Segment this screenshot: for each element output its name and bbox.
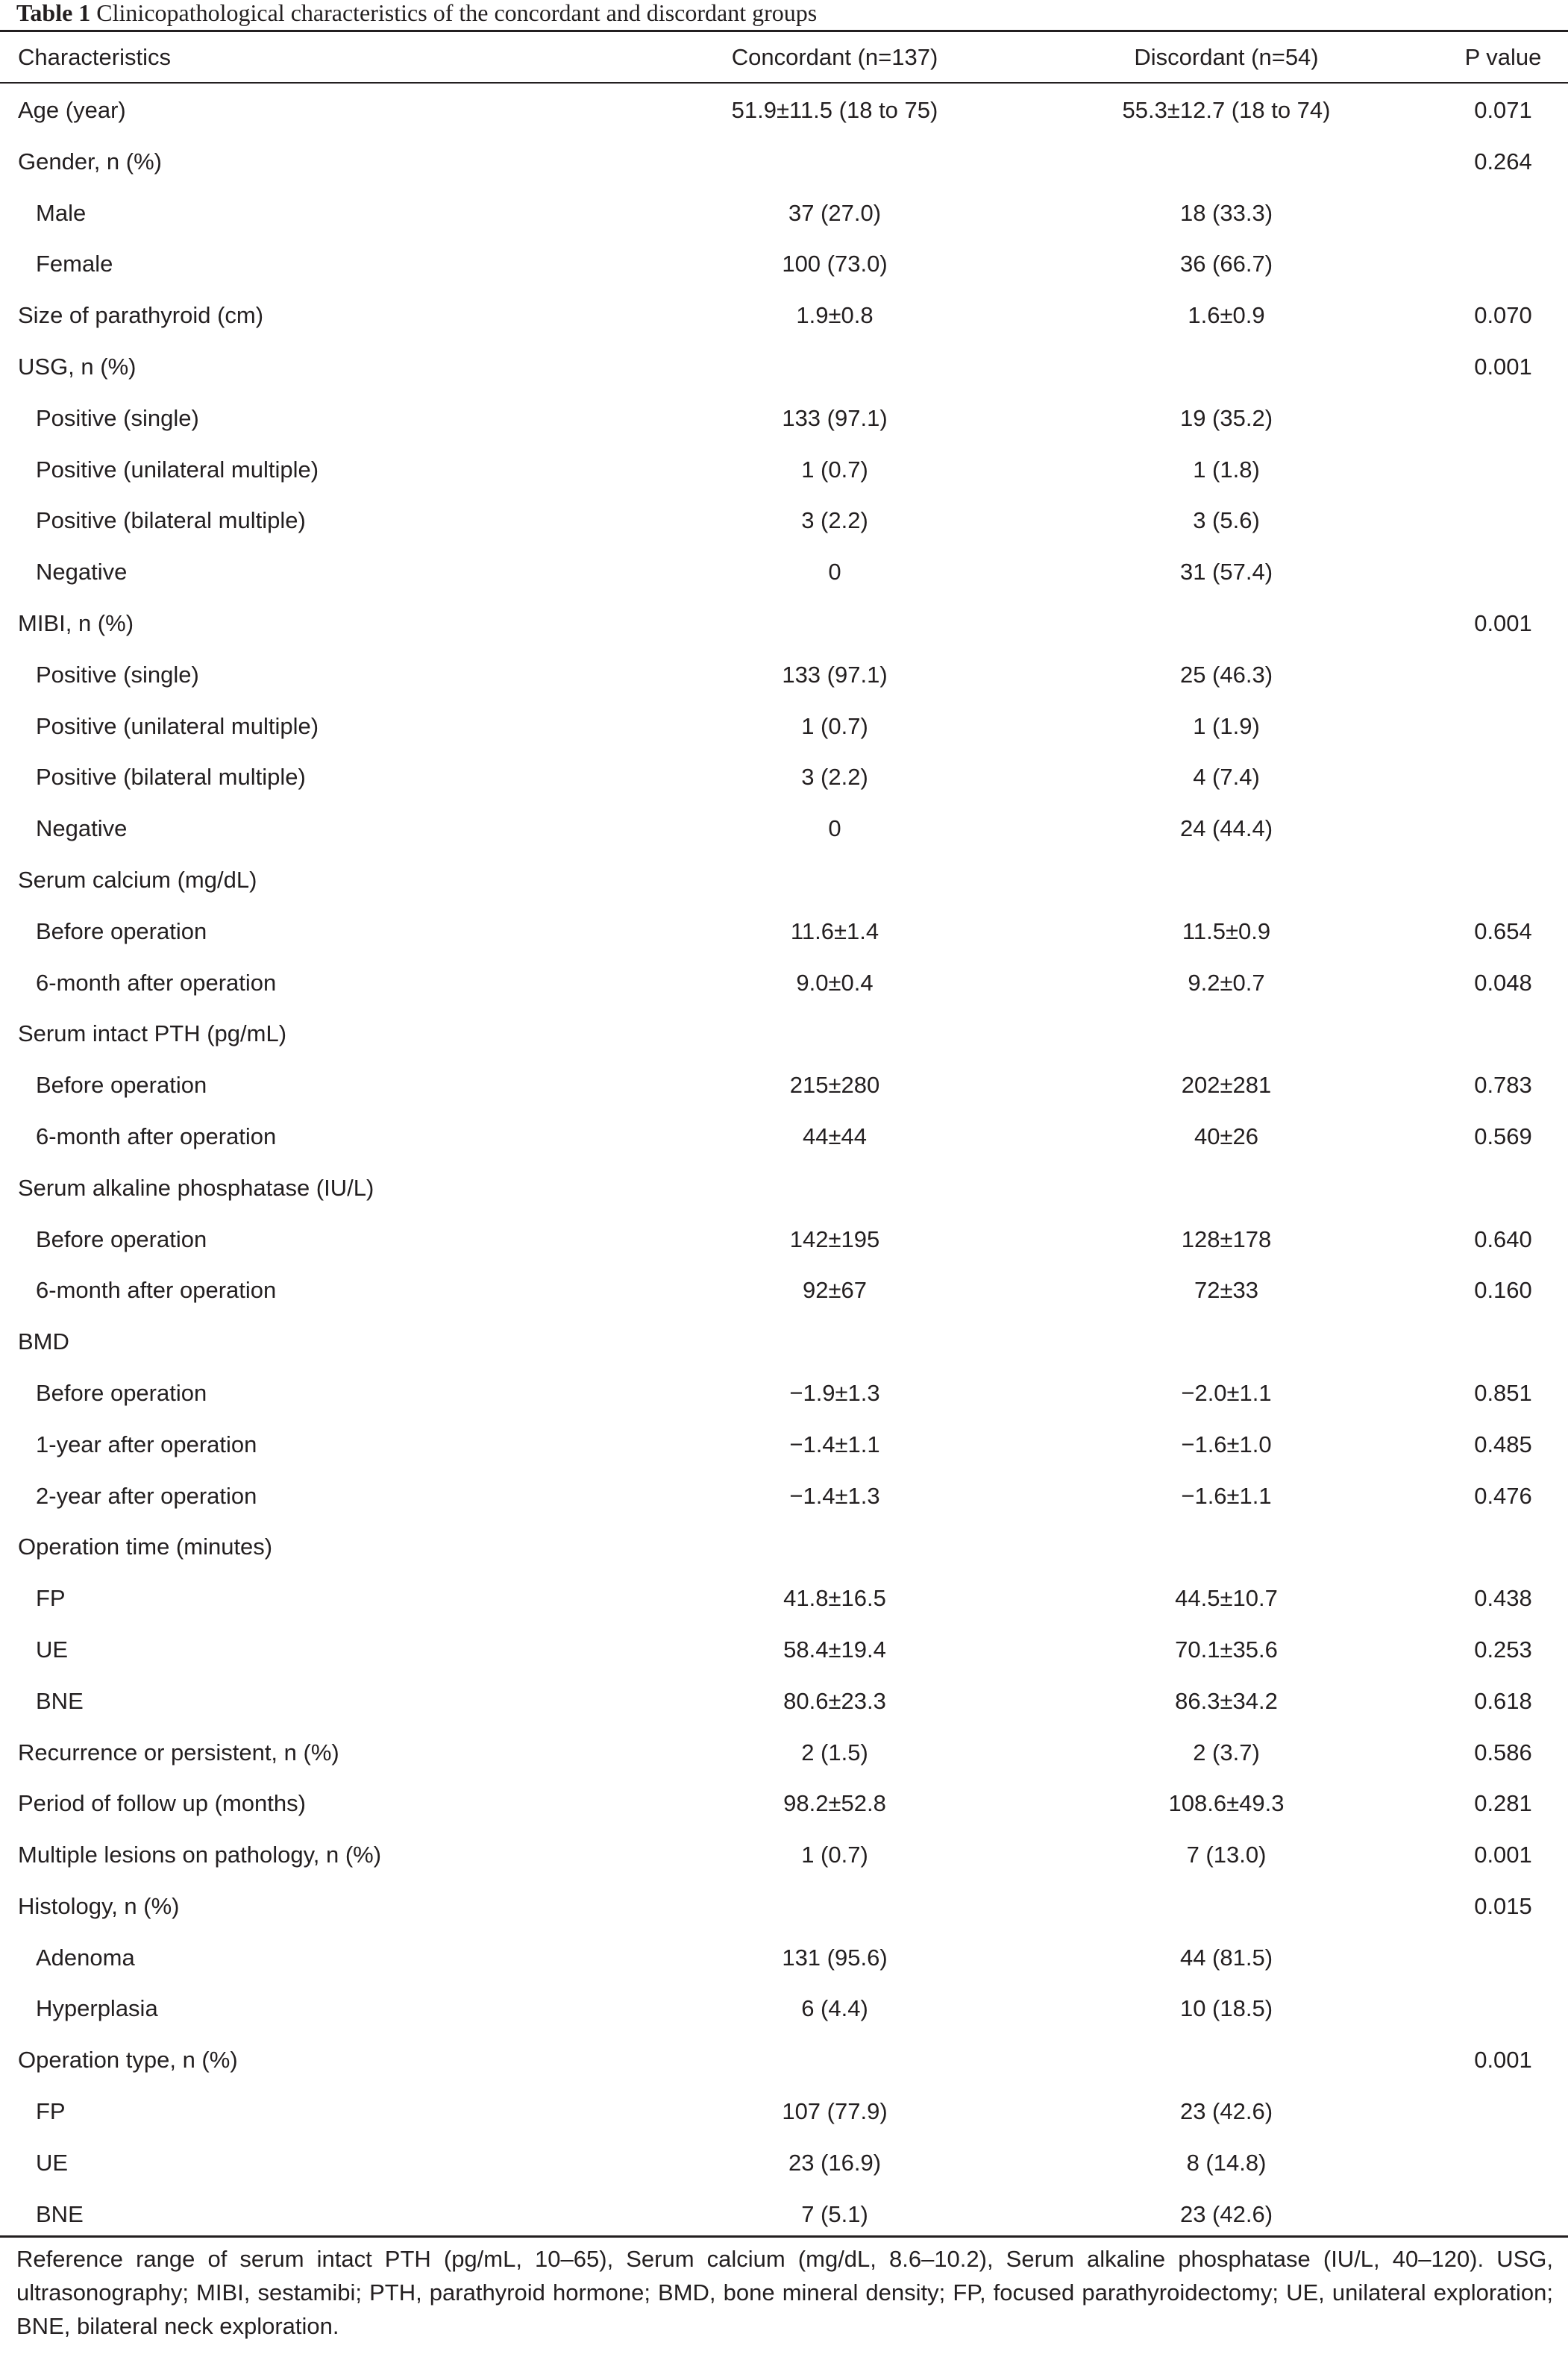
cell-characteristic: Positive (single) [36, 661, 199, 688]
cell-concordant: 3 (2.2) [801, 764, 868, 791]
cell-characteristic: USG, n (%) [18, 353, 137, 380]
table-row [0, 445, 1568, 496]
cell-characteristic: Serum alkaline phosphatase (IU/L) [18, 1174, 374, 1201]
table-row [0, 752, 1568, 803]
cell-characteristic: Before operation [36, 1379, 207, 1406]
table-row [0, 1778, 1568, 1830]
cell-concordant: 7 (5.1) [801, 2200, 868, 2227]
cell-concordant: 3 (2.2) [801, 507, 868, 534]
table-row [0, 1933, 1568, 1984]
cell-concordant: 92±67 [803, 1277, 867, 1304]
cell-concordant: 1 (0.7) [801, 456, 868, 483]
cell-concordant: 2 (1.5) [801, 1739, 868, 1766]
cell-concordant [637, 1522, 1032, 1573]
cell-p-value: 0.070 [1474, 302, 1532, 329]
table-row [0, 1060, 1568, 1111]
cell-concordant: 107 (77.9) [782, 2098, 888, 2125]
cell-discordant: 10 (18.5) [1179, 1995, 1273, 2022]
cell-concordant: 100 (73.0) [782, 251, 888, 277]
table-body [0, 82, 1568, 2240]
cell-characteristic: 6-month after operation [36, 969, 277, 996]
cell-characteristic: MIBI, n (%) [18, 609, 134, 636]
table-row [0, 1163, 1568, 1214]
table-row [0, 1676, 1568, 1727]
table-row [0, 1830, 1568, 1881]
table-row [0, 1573, 1568, 1625]
cell-concordant: 98.2±52.8 [783, 1790, 886, 1817]
table-row [0, 1008, 1568, 1060]
cell-discordant [1032, 1316, 1420, 1368]
cell-concordant: 51.9±11.5 (18 to 75) [731, 97, 938, 123]
characteristics-table [0, 32, 1568, 2240]
cell-p-value [1420, 1983, 1568, 2035]
cell-p-value: 0.618 [1474, 1687, 1532, 1714]
cell-concordant: 41.8±16.5 [783, 1585, 886, 1612]
cell-characteristic: Negative [36, 559, 128, 586]
cell-characteristic: BNE [36, 2200, 84, 2227]
cell-p-value: 0.654 [1474, 917, 1532, 944]
cell-discordant: 18 (33.3) [1179, 199, 1273, 226]
cell-concordant [637, 1881, 1032, 1933]
cell-discordant: 1 (1.9) [1193, 712, 1260, 739]
cell-discordant: 23 (42.6) [1179, 2200, 1273, 2227]
cell-characteristic: Positive (bilateral multiple) [36, 507, 306, 534]
cell-discordant: 24 (44.4) [1179, 815, 1273, 842]
cell-concordant: 131 (95.6) [782, 1944, 888, 1971]
table-row [0, 1625, 1568, 1676]
cell-characteristic: UE [36, 2149, 69, 2176]
cell-concordant: 58.4±19.4 [783, 1636, 886, 1663]
cell-concordant [637, 1008, 1032, 1060]
cell-discordant: 128±178 [1181, 1225, 1272, 1252]
table-row [0, 136, 1568, 188]
cell-characteristic: BNE [36, 1687, 84, 1714]
cell-concordant: 80.6±23.3 [783, 1687, 886, 1714]
cell-discordant: 31 (57.4) [1179, 559, 1273, 586]
cell-concordant [637, 2035, 1032, 2086]
cell-p-value [1420, 1933, 1568, 1984]
table-row [0, 2035, 1568, 2086]
cell-characteristic: Recurrence or persistent, n (%) [18, 1739, 339, 1766]
table-row [0, 650, 1568, 701]
table-caption [16, 0, 817, 28]
cell-p-value [1420, 2138, 1568, 2189]
table-row [0, 1316, 1568, 1368]
cell-discordant: 40±26 [1194, 1123, 1258, 1149]
cell-concordant: 9.0±0.4 [796, 969, 874, 996]
cell-p-value: 0.640 [1474, 1225, 1532, 1252]
cell-p-value [1420, 445, 1568, 496]
cell-p-value: 0.264 [1474, 148, 1532, 175]
cell-discordant: 108.6±49.3 [1168, 1790, 1285, 1817]
table-row [0, 342, 1568, 393]
cell-characteristic: 1-year after operation [36, 1431, 257, 1457]
cell-concordant: 1 (0.7) [801, 712, 868, 739]
cell-p-value: 0.071 [1474, 97, 1532, 123]
cell-concordant: 44±44 [803, 1123, 867, 1149]
cell-p-value: 0.048 [1474, 969, 1532, 996]
cell-characteristic: 6-month after operation [36, 1277, 277, 1304]
cell-p-value [1420, 1163, 1568, 1214]
cell-p-value [1420, 855, 1568, 906]
cell-characteristic: UE [36, 1636, 69, 1663]
cell-p-value: 0.001 [1474, 609, 1532, 636]
table-header [0, 32, 1568, 82]
table-row [0, 1368, 1568, 1419]
table-row [0, 393, 1568, 445]
table-row [0, 598, 1568, 650]
table-row [0, 547, 1568, 598]
table-header-row [0, 32, 1568, 82]
table-caption-title: Clinicopathological characteristics of the concordant and discordant groups [96, 0, 818, 26]
cell-p-value: 0.001 [1474, 2047, 1532, 2074]
cell-characteristic: Age (year) [18, 97, 126, 123]
cell-p-value [1420, 393, 1568, 445]
cell-characteristic: Positive (unilateral multiple) [36, 456, 319, 483]
cell-p-value: 0.569 [1474, 1123, 1532, 1149]
cell-characteristic: Multiple lesions on pathology, n (%) [18, 1842, 382, 1868]
cell-discordant: 55.3±12.7 (18 to 74) [1122, 97, 1331, 123]
cell-discordant: 25 (46.3) [1179, 661, 1273, 688]
table-row [0, 701, 1568, 753]
cell-p-value: 0.586 [1474, 1739, 1532, 1766]
cell-concordant: 142±195 [789, 1225, 880, 1252]
cell-concordant: 133 (97.1) [782, 404, 888, 431]
cell-discordant: 19 (35.2) [1179, 404, 1273, 431]
cell-discordant: 8 (14.8) [1186, 2149, 1267, 2176]
header-concordant: Concordant (n=137) [731, 44, 938, 70]
cell-characteristic: 6-month after operation [36, 1123, 277, 1149]
table-row [0, 1419, 1568, 1471]
cell-p-value [1420, 650, 1568, 701]
table-row [0, 958, 1568, 1009]
cell-discordant [1032, 855, 1420, 906]
table-row [0, 495, 1568, 547]
cell-characteristic: Size of parathyroid (cm) [18, 302, 264, 329]
cell-discordant: 23 (42.6) [1179, 2098, 1273, 2125]
cell-p-value [1420, 701, 1568, 753]
cell-discordant: 2 (3.7) [1193, 1739, 1260, 1766]
cell-concordant: −1.4±1.1 [789, 1431, 880, 1457]
cell-concordant: 6 (4.4) [801, 1995, 868, 2022]
cell-discordant: 202±281 [1181, 1072, 1272, 1099]
cell-p-value: 0.851 [1474, 1379, 1532, 1406]
cell-discordant: 86.3±34.2 [1175, 1687, 1278, 1714]
cell-discordant [1032, 136, 1420, 188]
cell-discordant: −1.6±1.1 [1181, 1482, 1272, 1509]
cell-characteristic: BMD [18, 1328, 69, 1355]
cell-discordant: 1.6±0.9 [1188, 302, 1265, 329]
cell-characteristic: FP [36, 2098, 66, 2125]
cell-characteristic: Positive (unilateral multiple) [36, 712, 319, 739]
table-row [0, 239, 1568, 290]
cell-p-value [1420, 803, 1568, 855]
table-caption-label: Table 1 [16, 0, 91, 26]
table-row [0, 2138, 1568, 2189]
cell-p-value [1420, 1316, 1568, 1368]
cell-discordant: 70.1±35.6 [1175, 1636, 1278, 1663]
cell-p-value: 0.783 [1474, 1072, 1532, 1099]
cell-discordant: 7 (13.0) [1186, 1842, 1267, 1868]
cell-discordant: 44.5±10.7 [1175, 1585, 1278, 1612]
cell-discordant: 36 (66.7) [1179, 251, 1273, 277]
table-footnote: Reference range of serum intact PTH (pg/mL, 10–65), Serum calcium (mg/dL, 8.6–10.2), Serum alkaline phosphatase (IU/L, 40–120). USG, ultrasonography; MIBI, sestamibi; PTH, parathyroid hormone; BMD, bone mineral density; FP, focused parathyroidectomy; UE, unilateral exploration; BNE, bilateral neck exploration. [16, 2246, 1553, 2339]
cell-characteristic: Positive (bilateral multiple) [36, 764, 306, 791]
cell-p-value: 0.015 [1474, 1892, 1532, 1919]
cell-p-value [1420, 1522, 1568, 1573]
cell-p-value: 0.476 [1474, 1482, 1532, 1509]
cell-p-value: 0.001 [1474, 1842, 1532, 1868]
cell-discordant [1032, 598, 1420, 650]
table-row [0, 2086, 1568, 2138]
cell-p-value [1420, 188, 1568, 239]
cell-discordant: −1.6±1.0 [1181, 1431, 1272, 1457]
cell-concordant [637, 342, 1032, 393]
table-row [0, 855, 1568, 906]
cell-concordant [637, 1163, 1032, 1214]
cell-characteristic: FP [36, 1585, 66, 1612]
cell-characteristic: Before operation [36, 917, 207, 944]
cell-p-value [1420, 239, 1568, 290]
cell-concordant: 215±280 [789, 1072, 880, 1099]
cell-p-value: 0.485 [1474, 1431, 1532, 1457]
cell-discordant: −2.0±1.1 [1181, 1379, 1272, 1406]
cell-discordant [1032, 342, 1420, 393]
header-p-value: P value [1464, 44, 1542, 70]
header-discordant: Discordant (n=54) [1134, 44, 1319, 70]
table-row [0, 803, 1568, 855]
cell-p-value [1420, 752, 1568, 803]
cell-p-value [1420, 547, 1568, 598]
cell-discordant [1032, 2035, 1420, 2086]
cell-characteristic: Operation time (minutes) [18, 1534, 273, 1560]
cell-characteristic: Adenoma [36, 1944, 135, 1971]
cell-characteristic: Negative [36, 815, 128, 842]
cell-concordant: 23 (16.9) [788, 2149, 882, 2176]
table-row [0, 1471, 1568, 1522]
cell-concordant: 37 (27.0) [788, 199, 882, 226]
cell-characteristic: Serum calcium (mg/dL) [18, 866, 257, 893]
cell-discordant [1032, 1881, 1420, 1933]
table-row [0, 1881, 1568, 1933]
table-row [0, 1214, 1568, 1266]
cell-discordant: 11.5±0.9 [1182, 917, 1271, 944]
table-row [0, 290, 1568, 342]
cell-concordant [637, 855, 1032, 906]
cell-concordant: −1.4±1.3 [789, 1482, 880, 1509]
cell-p-value: 0.281 [1474, 1790, 1532, 1817]
cell-concordant: −1.9±1.3 [789, 1379, 880, 1406]
cell-characteristic: Histology, n (%) [18, 1892, 180, 1919]
cell-discordant: 9.2±0.7 [1188, 969, 1265, 996]
cell-characteristic: Positive (single) [36, 404, 199, 431]
cell-concordant: 1.9±0.8 [796, 302, 874, 329]
cell-p-value: 0.160 [1474, 1277, 1532, 1304]
table-row [0, 1522, 1568, 1573]
cell-p-value [1420, 1008, 1568, 1060]
table-row [0, 82, 1568, 136]
header-characteristics: Characteristics [18, 44, 171, 70]
cell-characteristic: Before operation [36, 1225, 207, 1252]
cell-discordant: 1 (1.8) [1193, 456, 1260, 483]
cell-p-value [1420, 495, 1568, 547]
cell-p-value [1420, 2086, 1568, 2138]
cell-characteristic: Hyperplasia [36, 1995, 158, 2022]
cell-characteristic: Operation type, n (%) [18, 2047, 238, 2074]
cell-discordant: 72±33 [1194, 1277, 1258, 1304]
cell-concordant [637, 598, 1032, 650]
table-row [0, 1983, 1568, 2035]
table-row [0, 1727, 1568, 1779]
cell-concordant: 0 [828, 815, 841, 842]
cell-concordant [637, 136, 1032, 188]
table-row [0, 906, 1568, 958]
cell-p-value: 0.438 [1474, 1585, 1532, 1612]
cell-discordant: 44 (81.5) [1179, 1944, 1273, 1971]
table-row [0, 2189, 1568, 2241]
cell-concordant: 0 [828, 559, 841, 586]
cell-characteristic: Female [36, 251, 113, 277]
cell-characteristic: Period of follow up (months) [18, 1790, 306, 1817]
cell-discordant [1032, 1008, 1420, 1060]
table-row [0, 1265, 1568, 1316]
cell-characteristic: Before operation [36, 1072, 207, 1099]
cell-concordant: 1 (0.7) [801, 1842, 868, 1868]
cell-concordant: 11.6±1.4 [790, 917, 879, 944]
cell-characteristic: Male [36, 199, 87, 226]
cell-discordant [1032, 1163, 1420, 1214]
cell-discordant: 3 (5.6) [1193, 507, 1260, 534]
cell-characteristic: 2-year after operation [36, 1482, 257, 1509]
cell-characteristic: Serum intact PTH (pg/mL) [18, 1020, 287, 1047]
table-row [0, 188, 1568, 239]
cell-concordant: 133 (97.1) [782, 661, 888, 688]
cell-p-value: 0.001 [1474, 353, 1532, 380]
cell-discordant: 4 (7.4) [1193, 764, 1260, 791]
cell-p-value [1420, 2189, 1568, 2241]
cell-characteristic: Gender, n (%) [18, 148, 162, 175]
cell-discordant [1032, 1522, 1420, 1573]
table-row [0, 1111, 1568, 1163]
cell-p-value: 0.253 [1474, 1636, 1532, 1663]
cell-concordant [637, 1316, 1032, 1368]
